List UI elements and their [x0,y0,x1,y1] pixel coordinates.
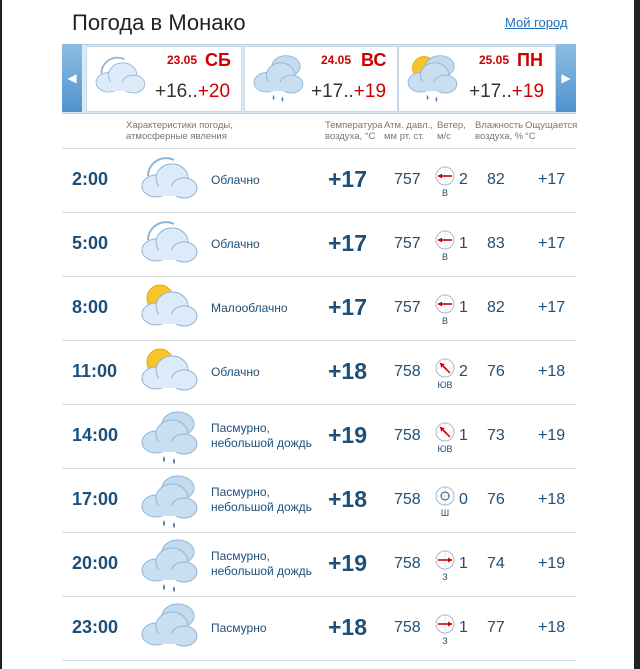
day-date: 23.05 [167,53,198,67]
row-wind-direction: ЮВ [437,380,453,390]
day-temps [155,81,230,103]
row-humidity: 73 [487,427,505,444]
temp-high: +19 [353,81,387,102]
wind-compass-icon [434,293,456,315]
day-of-week: СБ [205,50,231,70]
temp-high: +20 [197,81,231,102]
row-wind-speed: 1 [459,235,468,252]
row-pressure: 758 [394,555,421,572]
condition-line: Облачно [211,365,260,379]
header-conditions [126,120,233,142]
row-temperature: +18 [328,358,368,384]
row-wind-direction: В [441,252,448,262]
header-conditions-line: Характеристики погоды, [126,120,233,131]
condition-line: Малооблачно [211,301,288,315]
header-feels-line: °С [525,131,536,142]
table-row [62,276,576,339]
header-pressure-line: Атм. давл., [384,120,433,131]
row-time: 2:00 [72,169,109,189]
condition-line: небольшой дождь [211,564,312,578]
row-pressure: 758 [394,491,421,508]
wind-compass-icon [434,357,456,379]
row-pressure: 757 [394,235,421,252]
row-condition [211,485,312,515]
row-temperature: +17 [328,294,368,320]
row-time: 17:00 [72,489,119,509]
day-of-week: ВС [361,50,387,70]
row-wind-speed: 1 [459,427,468,444]
header-feels [525,120,577,142]
condition-line: небольшой дождь [211,500,312,514]
row-feels-like: +18 [538,491,566,508]
row-condition [211,549,312,579]
row-temperature: +18 [328,614,368,640]
day-card-23.05[interactable] [86,46,242,112]
table-row [62,404,576,467]
row-wind-direction: Ш [440,508,450,518]
row-wind-speed: 1 [459,299,468,316]
day-date: 24.05 [321,53,352,67]
header-wind-line: Ветер, [437,120,466,131]
row-wind-speed: 0 [459,491,468,508]
wind-compass-icon [434,229,456,251]
header-feels-line: Ощущается [525,120,578,131]
row-temperature: +17 [328,230,368,256]
row-pressure: 758 [394,427,421,444]
condition-line: Облачно [211,173,260,187]
cloudy-icon [89,49,151,110]
condition-line: Пасмурно, [211,485,270,499]
right-frame [634,0,640,669]
day-temps [311,81,386,103]
day-card-24.05[interactable] [244,46,398,112]
row-condition [211,237,260,252]
row-temperature: +17 [328,166,368,192]
row-humidity: 83 [487,235,505,252]
prev-days-button[interactable] [62,44,82,112]
condition-line: Пасмурно, [211,421,270,435]
header-humidity-line: воздуха, % [475,131,524,142]
row-pressure: 758 [394,619,421,636]
condition-line: небольшой дождь [211,436,312,450]
temp-low: +17.. [469,81,512,102]
header-temperature-line: Температура [325,120,383,131]
row-feels-like: +17 [538,171,566,188]
row-temperature: +18 [328,486,368,512]
row-wind-direction: З [442,572,448,582]
row-humidity: 76 [487,491,505,508]
header-pressure [384,120,433,142]
row-condition [211,365,260,380]
row-pressure: 757 [394,299,421,316]
row-condition [211,173,260,188]
my-city-link[interactable]: Мой город [505,15,568,30]
table-row [62,596,576,659]
rain-cloud-icon [247,49,309,110]
condition-line: Пасмурно [211,621,267,635]
row-condition [211,421,312,451]
rain-cloud-icon [134,534,204,594]
wind-compass-icon [434,485,456,507]
wind-compass-icon [434,165,456,187]
cloudy-icon [134,214,204,274]
left-frame [0,0,2,669]
rain-cloud-icon [134,406,204,466]
row-wind-speed: 1 [459,619,468,636]
row-time: 5:00 [72,233,109,253]
header-conditions-line: атмосферные явления [126,131,227,142]
row-humidity: 77 [487,619,505,636]
table-row [62,340,576,403]
row-time: 20:00 [72,553,119,573]
row-wind-speed: 2 [459,363,468,380]
table-row [62,468,576,531]
sun-cloud-rain-icon [401,49,463,110]
header-pressure-line: мм рт. ст. [384,131,425,142]
row-condition [211,301,288,316]
row-wind-direction: ЮВ [437,444,453,454]
row-humidity: 74 [487,555,505,572]
row-time: 14:00 [72,425,119,445]
header-wind-line: м/с [437,131,451,142]
cloudy-icon [134,150,204,210]
temp-high: +19 [511,81,545,102]
row-temperature: +19 [328,422,368,448]
row-wind-direction: В [441,316,448,326]
sun-cloud-icon [134,342,204,402]
row-humidity: 82 [487,171,505,188]
row-condition [211,621,267,636]
row-pressure: 758 [394,363,421,380]
row-time: 23:00 [72,617,119,637]
sun-cloud-icon [134,278,204,338]
row-feels-like: +17 [538,299,566,316]
temp-low: +16.. [155,81,198,102]
chevron-left-icon: ◀ [67,71,77,85]
table-row [62,532,576,595]
row-wind-speed: 2 [459,171,468,188]
wind-compass-icon [434,613,456,635]
row-wind-speed: 1 [459,555,468,572]
wind-compass-icon [434,549,456,571]
next-days-button[interactable] [556,44,576,112]
day-card-25.05[interactable] [398,46,556,112]
row-feels-like: +18 [538,363,566,380]
row-temperature: +19 [328,550,368,576]
row-time: 11:00 [72,361,118,381]
condition-line: Пасмурно, [211,549,270,563]
chevron-right-icon: ▶ [561,71,571,85]
table-row [62,148,576,211]
overcast-icon [134,598,204,658]
row-pressure: 757 [394,171,421,188]
row-feels-like: +19 [538,555,566,572]
wind-compass-icon [434,421,456,443]
row-wind-direction: З [442,636,448,646]
page-title: Погода в Монако [72,10,246,35]
row-humidity: 82 [487,299,505,316]
row-wind-direction: В [441,188,448,198]
table-bottom-border [62,660,576,661]
header-humidity-line: Влажность [475,120,524,131]
table-row [62,212,576,275]
row-feels-like: +19 [538,427,566,444]
header-temperature-line: воздуха, °С [325,131,376,142]
header-temperature [325,120,383,142]
row-feels-like: +18 [538,619,566,636]
day-temps [469,81,544,103]
day-of-week: ПН [517,50,543,70]
row-time: 8:00 [72,297,109,317]
header-humidity [475,120,523,142]
temp-low: +17.. [311,81,354,102]
header-wind [437,120,466,142]
condition-line: Облачно [211,237,260,251]
rain-cloud-icon [134,470,204,530]
row-feels-like: +17 [538,235,566,252]
row-humidity: 76 [487,363,505,380]
day-date: 25.05 [479,53,510,67]
